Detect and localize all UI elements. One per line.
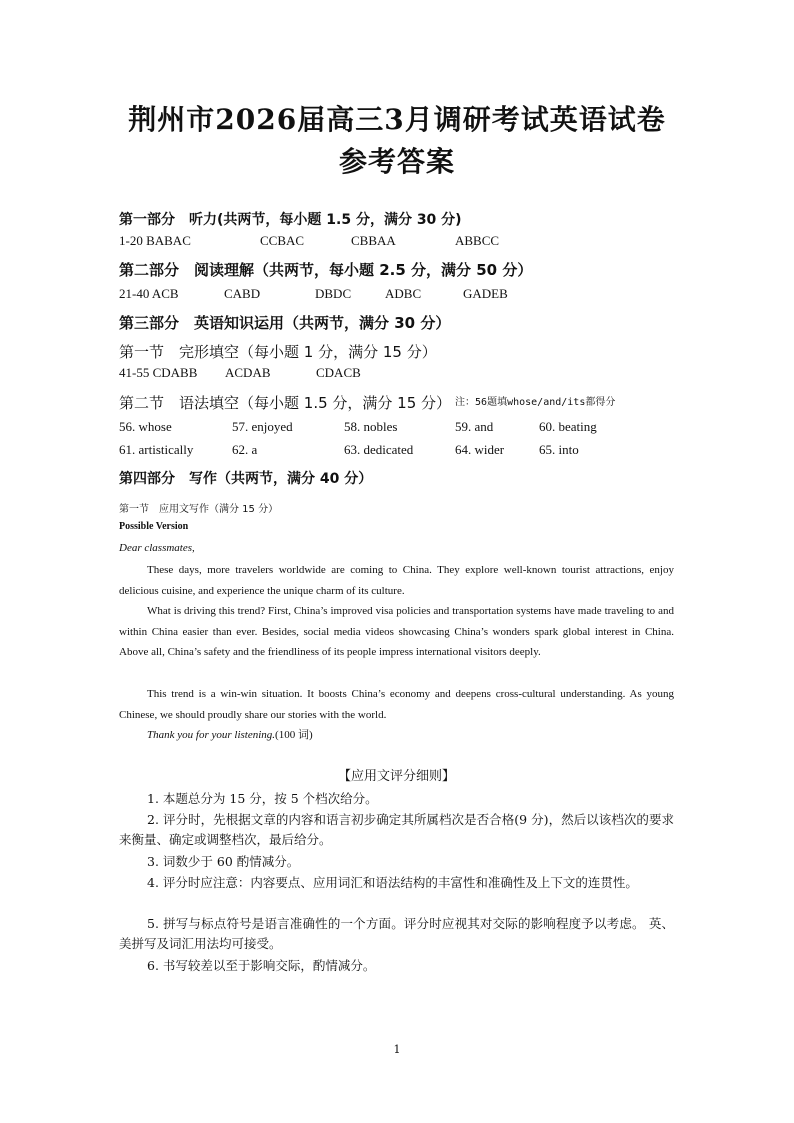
word-count: (100 词) — [275, 729, 313, 741]
answer-group: CDACB — [316, 365, 361, 380]
rubric-item-3: 3. 词数少于 60 酌情减分。 — [147, 854, 300, 869]
letter-greeting: Dear classmates, — [119, 542, 195, 554]
answer-item: 64. wider — [455, 442, 505, 457]
rubric-item-4: 4. 评分时应注意：内容要点、应用词汇和语法结构的丰富性和准确性及上下文的连贯性。 — [147, 875, 638, 890]
grammar-heading-row — [119, 392, 615, 413]
answer-group: DBDC — [315, 286, 352, 301]
possible-version-label: Possible Version — [119, 521, 189, 532]
answer-item: 57. enjoyed — [232, 419, 293, 434]
cloze-heading: 第一节 完形填空（每小题 1 分，满分 15 分） — [119, 343, 437, 361]
grammar-heading: 第二节 语法填空（每小题 1.5 分，满分 15 分） — [119, 394, 452, 412]
answer-group: ADBC — [385, 286, 422, 301]
writing-section1-heading: 第一节 应用文写作（满分 15 分） — [119, 504, 279, 515]
answer-group: 21-40 ACB — [119, 286, 179, 301]
answer-item: 60. beating — [539, 419, 597, 434]
answer-group: ACDAB — [225, 365, 271, 380]
document-subtitle: 参考答案 — [338, 145, 455, 178]
part2-heading: 第二部分 阅读理解（共两节，每小题 2.5 分，满分 50 分） — [119, 261, 533, 279]
answer-group: CCBAC — [260, 233, 305, 248]
rubric-title: 【应用文评分细则】 — [337, 769, 455, 784]
answer-item: 61. artistically — [119, 442, 194, 457]
answer-item: 62. a — [232, 442, 258, 457]
part2-answers — [119, 286, 679, 302]
rubric-item-1: 1. 本题总分为 15 分，按 5 个档次给分。 — [147, 791, 378, 806]
rubric-item-6: 6. 书写较差以至于影响交际，酌情减分。 — [147, 958, 376, 973]
answer-item: 65. into — [539, 442, 579, 457]
page-number: 1 — [393, 1043, 401, 1056]
answer-group: 1-20 BABAC — [119, 233, 191, 248]
grammar-answers-row2 — [119, 442, 679, 458]
rubric-item-5: 5. 拼写与标点符号是语言准确性的一个方面。评分时应视其对交际的影响程度予以考虑。 英、美拼写及词汇用法均可接受。 — [119, 916, 674, 951]
letter-closing-row — [119, 725, 702, 746]
answer-item: 58. nobles — [344, 419, 398, 434]
rubric-item-2: 2. 评分时，先根据文章的内容和语言初步确定其所属档次是否合格(9 分)，然后以该档次的要求来衡量、确定或调整档次，最后给分。 — [119, 812, 674, 847]
answer-item: 63. dedicated — [344, 442, 414, 457]
letter-paragraph-1: These days, more travelers worldwide are coming to China. They explore well-known tourist attractions, enjoy delicious cuisine, and experience the unique charm of its culture. — [119, 564, 674, 597]
document-title: 荆州市2026届高三3月调研考试英语试卷 — [128, 103, 666, 136]
part1-heading: 第一部分 听力(共两节，每小题 1.5 分，满分 30 分) — [119, 212, 462, 228]
answer-item: 56. whose — [119, 419, 172, 434]
part4-heading: 第四部分 写作（共两节，满分 40 分） — [119, 471, 373, 487]
part1-answers — [119, 233, 679, 249]
answer-group: ABBCC — [455, 233, 500, 248]
grammar-note: 注：56题填whose/and/its都得分 — [455, 397, 616, 408]
part3-heading: 第三部分 英语知识运用（共两节，满分 30 分） — [119, 314, 451, 332]
letter-paragraph-3: This trend is a win-win situation. It boosts China’s economy and deepens cross-cultural understanding. As young Chinese, we should proudly share our stories with the world. — [119, 688, 674, 721]
letter-paragraph-2: What is driving this trend? First, China’s improved visa policies and transportation systems have made traveling to and within China easier than ever. Besides, social media videos showcasing China’s wonders spark global interest in China. Above all, China’s safety and the friendliness of its people impress international visitors deeply. — [119, 605, 674, 658]
answer-item: 59. and — [455, 419, 494, 434]
answer-group: GADEB — [463, 286, 508, 301]
answer-group: CABD — [224, 286, 261, 301]
answer-group: CBBAA — [351, 233, 396, 248]
letter-closing: Thank you for your listening. — [147, 729, 276, 741]
cloze-answers — [119, 365, 679, 381]
answer-group: 41-55 CDABB — [119, 365, 198, 380]
grammar-answers-row1 — [119, 419, 679, 435]
